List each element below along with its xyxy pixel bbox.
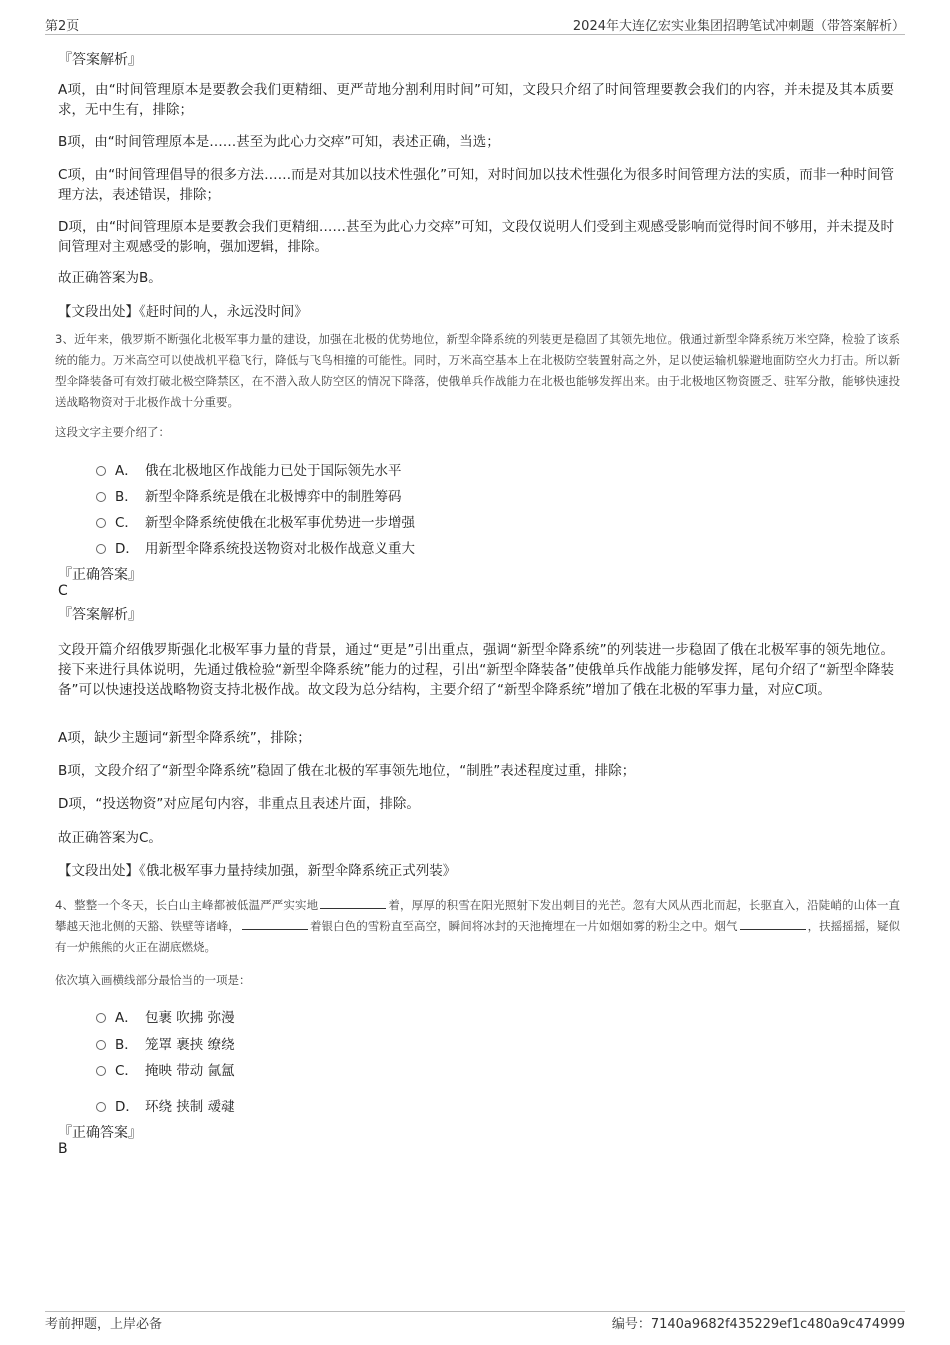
- radio-button-icon[interactable]: [96, 518, 106, 528]
- correct-answer-label: 『正确答案』: [58, 1125, 142, 1141]
- fill-in-blank: [740, 917, 806, 930]
- header-rule: [45, 34, 905, 35]
- question-3-analysis: 文段开篇介绍俄罗斯强化北极军事力量的背景，通过“更是”引出重点，强调“新型伞降系统”的列装进一步稳固了俄在北极军事的领先地位。接下来进行具体说明，先通过俄检验“新型伞降系统”能力的过程，引出“新型伞降装备”使俄单兵作战能力能够发挥，尾句介绍了“新型伞降装备”可以快速投送战略物资支持北极作战。故文段为总分结构，主要介绍了“新型伞降系统”增加了俄在北极的军事力量，对应C项。: [58, 642, 894, 698]
- radio-button-icon[interactable]: [96, 1066, 106, 1076]
- question-3-option-b[interactable]: B． 新型伞降系统是俄在北极博弈中的制胜筹码: [96, 485, 402, 505]
- question-4-option-a[interactable]: A． 包裹 吹拂 弥漫: [96, 1006, 235, 1026]
- question-3-analysis-b: B项，文段介绍了“新型伞降系统”稳固了俄在北极的军事领先地位，“制胜”表述程度过重，排除；: [58, 763, 636, 779]
- document-title: 2024年大连亿宏实业集团招聘笔试冲刺题（带答案解析）: [572, 19, 905, 34]
- radio-button-icon[interactable]: [96, 1040, 106, 1050]
- correct-answer-value: C: [58, 583, 68, 599]
- analysis-option-d: D项，由“时间管理原本是要教会我们更精细……甚至为此心力交瘁”可知，文段仅说明人们受到主观感受影响而觉得时间不够用，并未提及时间管理对主观感受的影响，强加逻辑，排除。: [58, 219, 894, 255]
- correct-answer-value: B: [58, 1141, 68, 1157]
- fill-in-blank: [320, 896, 386, 909]
- question-4-prompt: 依次填入画横线部分最恰当的一项是：: [55, 973, 251, 987]
- correct-answer-label: 『正确答案』: [58, 567, 142, 583]
- question-4-option-b[interactable]: B． 笼罩 裹挟 缭绕: [96, 1033, 235, 1053]
- question-4-option-c[interactable]: C． 掩映 带动 氤氲: [96, 1059, 235, 1079]
- question-3-stem: 3、近年来，俄罗斯不断强化北极军事力量的建设，加强在北极的优势地位，新型伞降系统的列装更是稳固了其领先地位。俄通过新型伞降系统万米空降，检验了该系统的能力。万米高空可以使战机平稳飞行，降低与飞鸟相撞的可能性。同时，万米高空基本上在北极防空装置射高之外，足以使运输机躲避地面防空火力打击。所以新型伞降装备可有效打破北极空降禁区，在不潜入敌人防空区的情况下降落，使俄单兵作战能力在北极也能够发挥出来。由于北极地区物资匮乏、驻军分散，能够快速投送战略物资对于北极作战十分重要。: [55, 332, 900, 409]
- radio-button-icon[interactable]: [96, 466, 106, 476]
- analysis-option-b: B项，由“时间管理原本是……甚至为此心力交瘁”可知，表述正确，当选；: [58, 134, 500, 150]
- radio-button-icon[interactable]: [96, 1013, 106, 1023]
- footer-rule: [45, 1311, 905, 1312]
- question-3-option-d[interactable]: D． 用新型伞降系统投送物资对北极作战意义重大: [96, 537, 415, 557]
- question-3-option-c[interactable]: C． 新型伞降系统使俄在北极军事优势进一步增强: [96, 511, 415, 531]
- source-citation: 【文段出处】《赶时间的人，永远没时间》: [58, 304, 308, 320]
- question-4-option-d[interactable]: D． 环绕 挟制 叆叇: [96, 1095, 235, 1115]
- analysis-label: 『答案解析』: [58, 607, 142, 623]
- radio-button-icon[interactable]: [96, 492, 106, 502]
- question-3-option-a[interactable]: A． 俄在北极地区作战能力已处于国际领先水平: [96, 459, 402, 479]
- radio-button-icon[interactable]: [96, 544, 106, 554]
- page-number: 第2页: [45, 19, 80, 34]
- question-3-conclusion: 故正确答案为C。: [58, 830, 162, 846]
- footer-slogan: 考前押题，上岸必备: [45, 1317, 163, 1332]
- question-3-analysis-d: D项，“投送物资”对应尾句内容，非重点且表述片面，排除。: [58, 796, 420, 812]
- document-id: 编号：7140a9682f435229ef1c480a9c474999: [611, 1317, 905, 1332]
- question-3-analysis-a: A项，缺少主题词“新型伞降系统”，排除；: [58, 730, 311, 746]
- question-4-stem: 4、整整一个冬天，长白山主峰都被低温严严实实地 着，厚厚的积雪在阳光照射下发出刺目的光芒。忽有大风从西北而起，长驱直入，沿陡峭的山体一直攀越天池北侧的天豁、铁壁等诸峰， 着银白色的雪粉直至高空，瞬间将冰封的天池掩埋在一片如烟如雾的粉尘之中。烟气 ，扶摇摇摇，疑似有一炉熊熊的火正在湖底燃烧。: [55, 898, 900, 954]
- radio-button-icon[interactable]: [96, 1102, 106, 1112]
- fill-in-blank: [242, 917, 308, 930]
- source-citation: 【文段出处】《俄北极军事力量持续加强，新型伞降系统正式列装》: [58, 863, 457, 879]
- question-3-prompt: 这段文字主要介绍了：: [55, 425, 170, 439]
- analysis-label: 『答案解析』: [58, 52, 142, 68]
- analysis-conclusion: 故正确答案为B。: [58, 270, 162, 286]
- analysis-option-a: A项，由“时间管理原本是要教会我们更精细、更严苛地分割利用时间”可知，文段只介绍了时间管理要教会我们的内容，并未提及其本质要求，无中生有，排除；: [58, 82, 894, 118]
- analysis-option-c: C项，由“时间管理倡导的很多方法……而是对其加以技术性强化”可知，对时间加以技术性强化为很多时间管理方法的实质，而非一种时间管理方法，表述错误，排除；: [58, 167, 894, 203]
